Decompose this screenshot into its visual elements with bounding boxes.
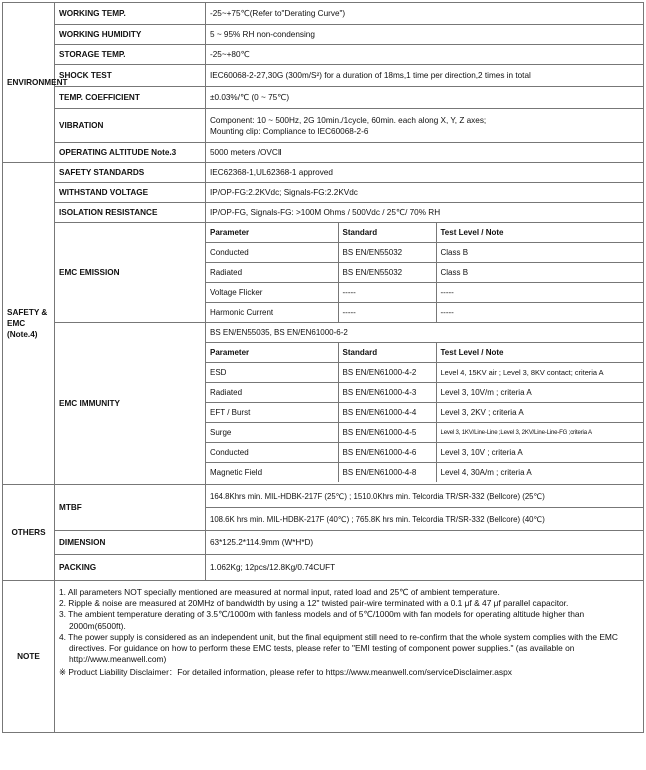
row-value: ±0.03%/℃ (0 ~ 75℃) <box>206 87 644 109</box>
table-cell: BS EN/EN61000-4-2 <box>338 363 436 383</box>
table-cell: Class B <box>436 263 643 283</box>
table-cell: Level 3, 1KV/Line-Line ;Level 3, 2KV/Line-Line-FG ;criteria A <box>436 423 643 443</box>
note-item: 1. All parameters NOT specially mentioned are measured at normal input, rated load and 25℃ of ambient temperature. <box>59 587 500 597</box>
emc-immunity-subtable-cell <box>206 323 644 485</box>
spec-table <box>2 2 644 733</box>
vibration-line: Component: 10 ~ 500Hz, 2G 10min./1cycle, 60min. each along X, Y, Z axes; <box>210 115 487 125</box>
row-value: 5000 meters /OVCⅡ <box>206 143 644 163</box>
table-cell: ----- <box>440 308 454 317</box>
row-label: MTBF <box>55 485 206 531</box>
row-value: IP/OP-FG, Signals-FG: >100M Ohms / 500Vdc / 25℃/ 70% RH <box>206 203 644 223</box>
table-row <box>3 3 644 25</box>
table-row <box>3 203 644 223</box>
column-header: Test Level / Note <box>436 343 643 363</box>
mtbf-cell <box>206 485 644 531</box>
section-label-safety: SAFETY & EMC (Note.4) <box>3 163 55 485</box>
table-row <box>206 343 643 363</box>
table-cell: Radiated <box>206 383 338 403</box>
table-cell: EFT / Burst <box>206 403 338 423</box>
table-row <box>206 263 643 283</box>
mtbf-line: 108.6K hrs min. MIL-HDBK-217F (40℃) ; 765.8K hrs min. Telcordia TR/SR-332 (Bellcore) (40℃) <box>210 514 545 524</box>
table-row <box>206 283 643 303</box>
table-row <box>3 25 644 45</box>
row-label: STORAGE TEMP. <box>55 45 206 65</box>
table-row <box>3 485 644 531</box>
row-label: DIMENSION <box>55 531 206 555</box>
column-header: Parameter <box>206 343 338 363</box>
table-cell: Level 3, 2KV ; criteria A <box>436 403 643 423</box>
table-row <box>206 223 643 243</box>
table-cell: Radiated <box>206 263 338 283</box>
table-cell: ESD <box>206 363 338 383</box>
table-row <box>3 143 644 163</box>
table-row <box>3 65 644 87</box>
immunity-standards-line: BS EN/EN55035, BS EN/EN61000-6-2 <box>206 323 643 343</box>
row-label: WITHSTAND VOLTAGE <box>55 183 206 203</box>
table-row <box>3 555 644 581</box>
row-label: ISOLATION RESISTANCE <box>55 203 206 223</box>
note-item: 2. Ripple & noise are measured at 20MHz of bandwidth by using a 12" twisted pair-wire terminated with a 0.1 μf & 47 μf parallel capacitor. <box>59 598 569 609</box>
table-row <box>3 45 644 65</box>
table-cell: Level 3, 10V/m ; criteria A <box>436 383 643 403</box>
row-label: VIBRATION <box>55 109 206 143</box>
column-header: Parameter <box>206 223 338 243</box>
table-cell: ----- <box>338 283 436 303</box>
table-row <box>206 363 643 383</box>
table-row <box>3 183 644 203</box>
table-row <box>206 383 643 403</box>
section-label-others: OTHERS <box>3 485 55 581</box>
table-cell: BS EN/EN61000-4-8 <box>338 463 436 483</box>
row-label: WORKING HUMIDITY <box>55 25 206 45</box>
row-value: 5 ~ 95% RH non-condensing <box>206 25 644 45</box>
table-row <box>206 423 643 443</box>
row-label: SHOCK TEST <box>55 65 206 87</box>
mtbf-line: 164.8Khrs min. MIL-HDBK-217F (25℃) ; 1510.0Khrs min. Telcordia TR/SR-332 (Bellcore) (25℃) <box>206 485 643 508</box>
table-row <box>206 485 643 508</box>
table-row <box>206 303 643 323</box>
table-cell: Voltage Flicker <box>206 283 338 303</box>
table-cell: BS EN/EN61000-4-6 <box>338 443 436 463</box>
emc-emission-subtable-cell <box>206 223 644 323</box>
table-cell: Level 3, 10V ; criteria A <box>436 443 643 463</box>
table-cell: BS EN/EN61000-4-5 <box>338 423 436 443</box>
table-row <box>206 508 643 531</box>
product-liability-disclaimer: ※ Product Liability Disclaimer：For detailed information, please refer to https://www.meanwell.com/serviceDisclaimer.aspx <box>59 667 512 678</box>
row-label: SAFETY STANDARDS <box>55 163 206 183</box>
table-row <box>3 531 644 555</box>
table-row <box>3 223 644 323</box>
row-value: -25~+75℃(Refer to"Derating Curve") <box>206 3 644 25</box>
table-cell: Level 4, 30A/m ; criteria A <box>440 468 532 477</box>
table-cell: Conducted <box>206 443 338 463</box>
emc-emission-table <box>206 223 643 322</box>
table-cell: BS EN/EN55032 <box>338 243 436 263</box>
row-label: EMC IMMUNITY <box>55 323 206 485</box>
row-value: IP/OP-FG:2.2KVdc; Signals-FG:2.2KVdc <box>206 183 644 203</box>
row-value: 63*125.2*114.9mm (W*H*D) <box>206 531 644 555</box>
table-row <box>3 323 644 485</box>
column-header: Test Level / Note <box>436 223 643 243</box>
table-cell: Conducted <box>206 243 338 263</box>
table-row <box>206 243 643 263</box>
row-label: TEMP. COEFFICIENT <box>55 87 206 109</box>
row-value: -25~+80℃ <box>206 45 644 65</box>
table-cell: Class B <box>436 243 643 263</box>
section-label-note: NOTE <box>3 581 55 733</box>
table-row <box>3 163 644 183</box>
table-cell: ----- <box>436 283 643 303</box>
table-row <box>206 403 643 423</box>
row-value: 1.062Kg; 12pcs/12.8Kg/0.74CUFT <box>206 555 644 581</box>
table-row <box>206 443 643 463</box>
row-value <box>206 109 644 143</box>
table-row <box>3 87 644 109</box>
section-label-environment: ENVIRONMENT <box>3 3 55 163</box>
row-value: IEC60068-2-27,30G (300m/S²) for a duration of 18ms,1 time per direction,2 times in total <box>206 65 644 87</box>
table-cell: Level 4, 15KV air ; Level 3, 8KV contact; criteria A <box>436 363 643 383</box>
row-value: IEC62368-1,UL62368-1 approved <box>206 163 644 183</box>
emc-immunity-table <box>206 323 643 482</box>
column-header: Standard <box>338 223 436 243</box>
vibration-line: Mounting clip: Compliance to IEC60068-2-6 <box>210 126 369 136</box>
row-label: EMC EMISSION <box>55 223 206 323</box>
mtbf-table <box>206 485 643 530</box>
table-row <box>3 109 644 143</box>
table-row <box>206 323 643 343</box>
table-cell: Surge <box>206 423 338 443</box>
row-label: OPERATING ALTITUDE Note.3 <box>55 143 206 163</box>
table-cell: Magnetic Field <box>206 463 338 483</box>
table-cell: BS EN/EN61000-4-4 <box>338 403 436 423</box>
note-item: 4. The power supply is considered as an independent unit, but the final equipment still need to re-confirm that the whole system complies with the EMC directives. For guidance on how to perform these EMC tests, please refer to "EMI testing of component power supplies." (as available on http://www.meanwell.com) <box>59 631 618 665</box>
notes-cell <box>55 581 644 733</box>
note-item: 3. The ambient temperature derating of 3.5℃/1000m with fanless models and of 5℃/1000m with fan models for operating altitude higher than 2000m(6500ft). <box>59 609 585 631</box>
table-row <box>3 581 644 733</box>
table-cell: BS EN/EN55032 <box>338 263 436 283</box>
row-label: PACKING <box>55 555 206 581</box>
table-row <box>206 463 643 483</box>
table-cell: ----- <box>338 303 436 323</box>
column-header: Standard <box>338 343 436 363</box>
table-cell: Harmonic Current <box>206 303 338 323</box>
table-cell: BS EN/EN61000-4-3 <box>338 383 436 403</box>
row-label: WORKING TEMP. <box>55 3 206 25</box>
